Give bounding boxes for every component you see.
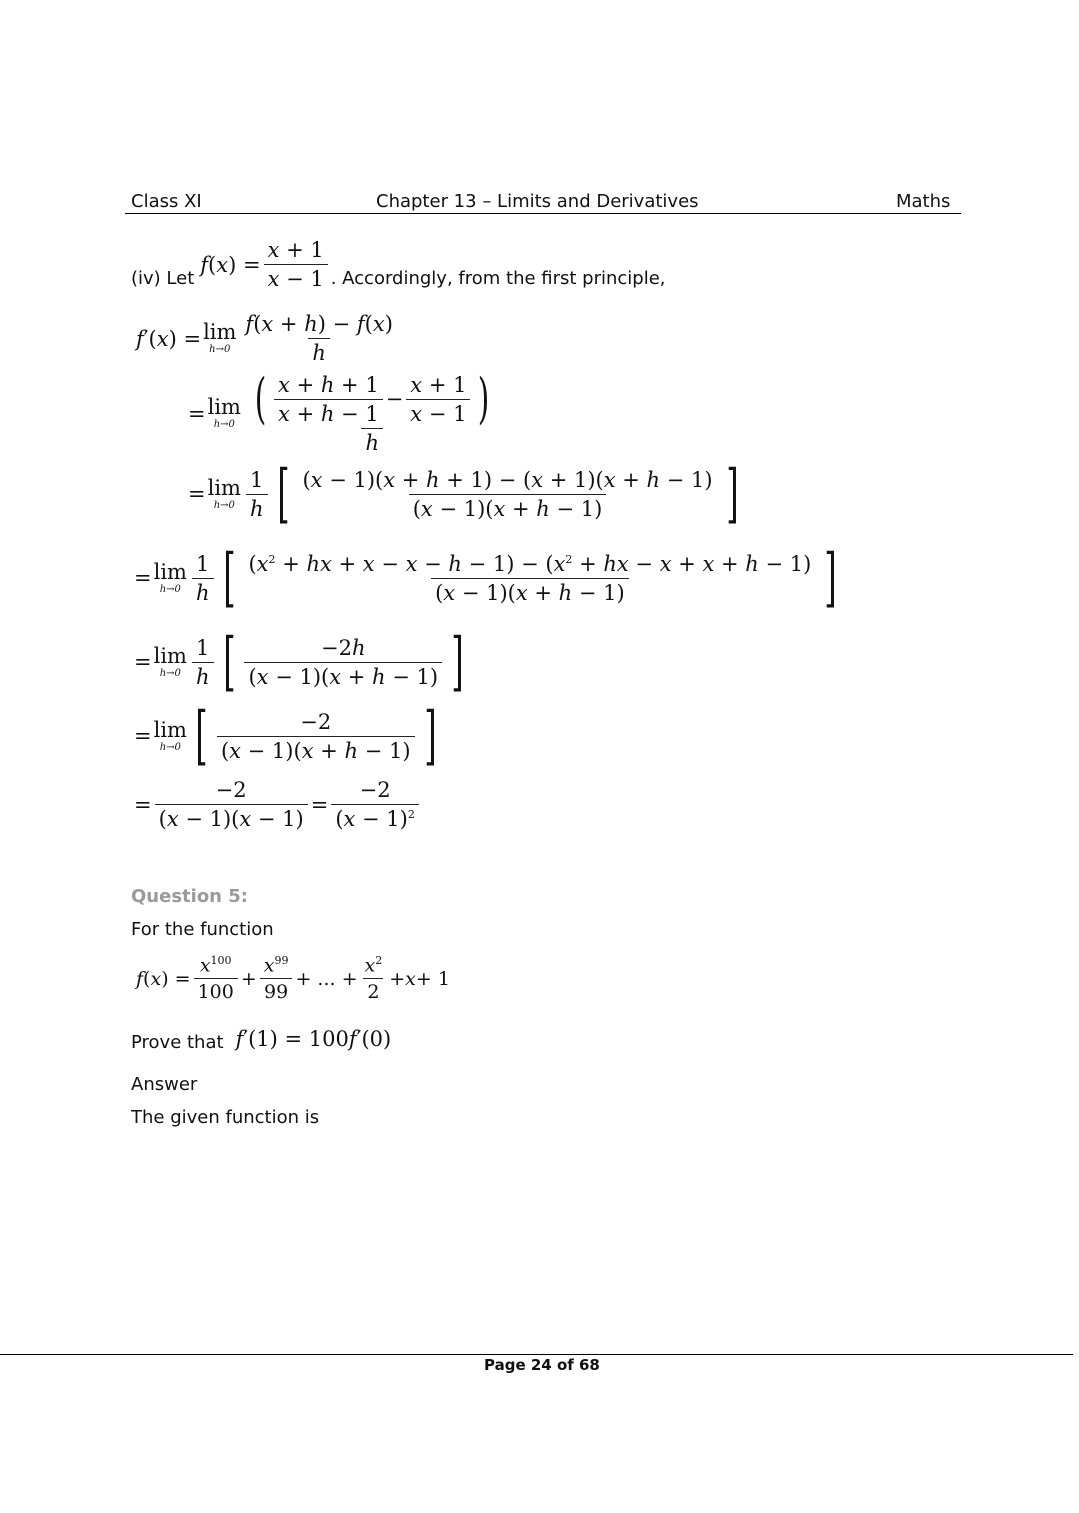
header-class: Class XI bbox=[131, 191, 202, 212]
prove-equation: f ′(1) = 100 f ′(0) bbox=[235, 1026, 392, 1051]
answer-label: Answer bbox=[131, 1074, 198, 1095]
fx-definition: f ( x ) = $\frac{x + 1}{x - 1}$ bbox=[200, 238, 330, 291]
derivative-result: = $\frac{-2}{(x - 1)(x - 1)}$ = $\frac{-2}{(x - 1)^2}$ bbox=[134, 778, 422, 831]
derivative-step-6: = lim h→0 [ $\frac{-2}{(x - 1)(x + h - 1)}$ ] bbox=[134, 699, 437, 773]
footer-rule bbox=[0, 1354, 1073, 1355]
header-rule bbox=[125, 213, 961, 214]
question-5-line1: For the function bbox=[131, 919, 274, 940]
page-number: Page 24 of 68 bbox=[484, 1356, 600, 1374]
derivative-step-4: = lim h→0 $\frac{1}{h}$ [ $\frac{(x^2 + hx + x - x - h - 1) - (x^2 + hx - x + x + h - 1)}{(x - 1)(x + h - 1)}$ ] bbox=[134, 541, 838, 615]
header-chapter: Chapter 13 – Limits and Derivatives bbox=[376, 191, 699, 212]
part-iv-intro bbox=[131, 238, 666, 291]
derivative-step-2: = lim h→0 ( $\frac{x + h + 1}{x + h - 1}$ − $\frac{x + 1}{x - 1}$ ) h bbox=[188, 367, 490, 455]
question-5-title: Question 5: bbox=[131, 886, 248, 907]
derivative-step-5: = lim h→0 $\frac{1}{h}$ [ $\frac{-2h}{(x - 1)(x + h - 1)}$ ] bbox=[134, 625, 464, 699]
question-5-function: f ( x ) = $\frac{x^{100}}{100}$ + $\frac{x^{99}}{99}$ + ... + $\frac{x^2}{2}$ + x + 1 bbox=[136, 954, 450, 1004]
header-subject: Maths bbox=[896, 191, 951, 212]
derivative-step-3: = lim h→0 $\frac{1}{h}$ [ $\frac{(x - 1)(x + h + 1) - (x + 1)(x + h - 1)}{(x - 1)(x + h - 1)}$ ] bbox=[188, 457, 739, 531]
part-iv-prefix: (iv) Let bbox=[131, 268, 195, 289]
question-5-prove bbox=[131, 1024, 391, 1053]
prove-prefix: Prove that bbox=[131, 1032, 224, 1053]
part-iv-suffix: . Accordingly, from the first principle, bbox=[330, 268, 666, 289]
given-function-text: The given function is bbox=[131, 1107, 320, 1128]
derivative-step-1: f ′( x ) = lim h→0 $\frac{f(x + h) - f(x)}{h}$ bbox=[136, 312, 393, 365]
